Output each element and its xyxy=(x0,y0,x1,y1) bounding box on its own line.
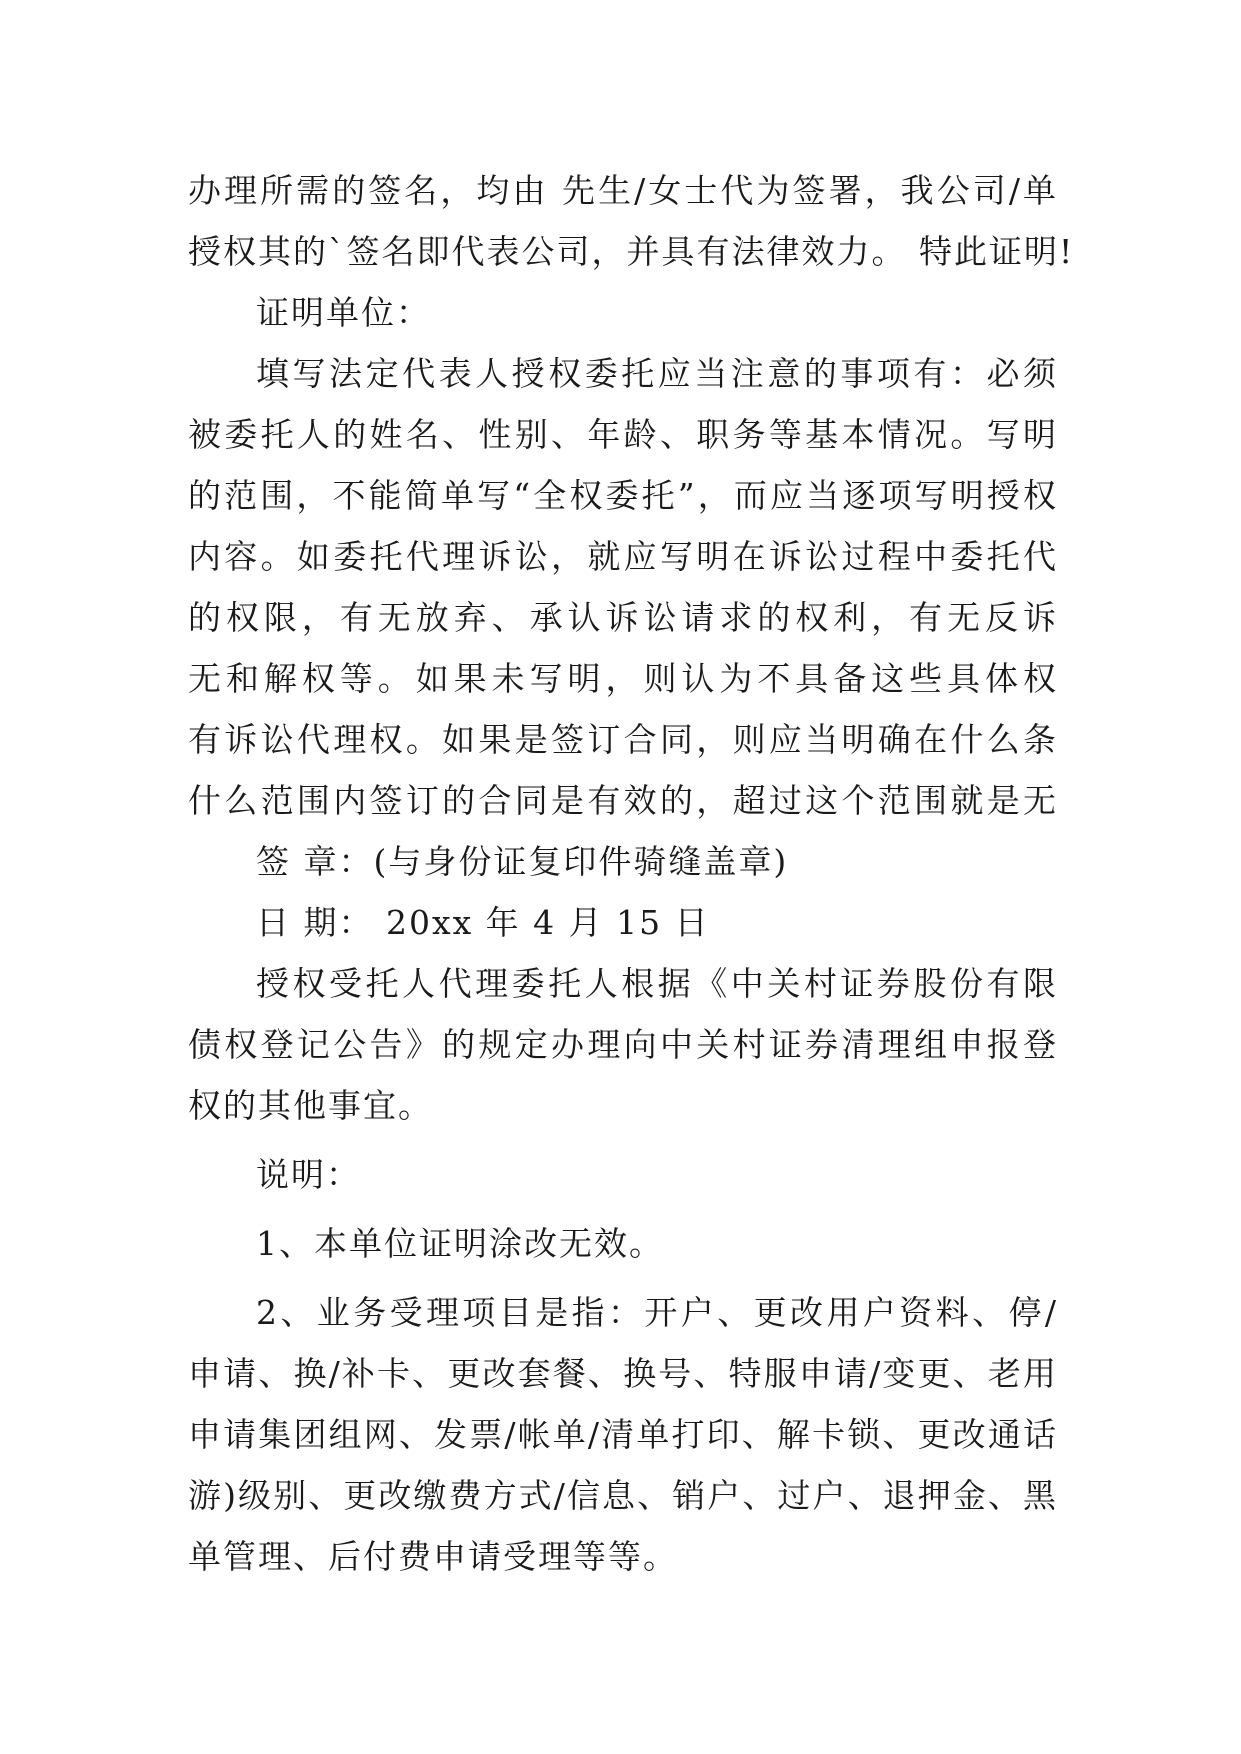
text-line: 证明单位： xyxy=(256,293,431,332)
paragraph-spacer xyxy=(188,1205,1058,1213)
text-line: 2、业务受理项目是指：开户、更改用户资料、停/ xyxy=(256,1293,1058,1332)
text-line: 有诉讼代理权。如果是签订合同，则应当明确在什么条 xyxy=(188,720,1058,759)
text-line: 无和解权等。如果未写明，则认为不具备这些具体权 xyxy=(188,659,1058,698)
paragraph-notes-heading xyxy=(188,1144,1058,1205)
text-line: 填写法定代表人授权委托应当注意的事项有：必须 xyxy=(256,354,1058,393)
paragraph-signature-authorization xyxy=(188,160,1075,282)
text-line: 日 期： 20xx 年 4 月 15 日 xyxy=(256,903,710,942)
text-line: 签 章：(与身份证复印件骑缝盖章) xyxy=(256,842,789,881)
text-line: 内容。如委托代理诉讼，就应写明在诉讼过程中委托代 xyxy=(188,537,1058,576)
text-line: 权的其他事宜。 xyxy=(188,1086,433,1125)
text-line: 游)级别、更改缴费方式/信息、销户、过户、退押金、黑 xyxy=(188,1476,1058,1515)
text-line: 授权其的`签名即代表公司，并具有法律效力。 特此证明! xyxy=(188,232,1075,271)
paragraph-date xyxy=(188,892,1058,953)
text-line: 办理所需的签名，均由 先生/女士代为签署，我公司/单 xyxy=(188,171,1058,210)
paragraph-spacer xyxy=(188,1136,1058,1144)
text-line: 的范围，不能简单写“全权委托”，而应当逐项写明授权 xyxy=(188,476,1058,515)
text-line: 授权受托人代理委托人根据《中关村证券股份有限 xyxy=(256,964,1058,1003)
document-body xyxy=(188,160,1075,1587)
paragraph-agent-scope xyxy=(188,953,1058,1136)
text-line: 申请、换/补卡、更改套餐、换号、特服申请/变更、老用 xyxy=(188,1354,1058,1393)
paragraph-filling-notes xyxy=(188,343,1058,831)
paragraph-spacer xyxy=(188,1274,1058,1282)
text-line: 说明： xyxy=(256,1155,361,1194)
text-line: 的权限，有无放弃、承认诉讼请求的权利，有无反诉 xyxy=(188,598,1058,637)
paragraph-note-1 xyxy=(188,1213,1058,1274)
text-line: 1、本单位证明涂改无效。 xyxy=(256,1224,664,1263)
text-line: 被委托人的姓名、性别、年龄、职务等基本情况。写明 xyxy=(188,415,1058,454)
paragraph-certifying-unit xyxy=(188,282,1058,343)
paragraph-seal xyxy=(188,831,1058,892)
text-line: 债权登记公告》的规定办理向中关村证券清理组申报登 xyxy=(188,1025,1058,1064)
text-line: 单管理、后付费申请受理等等。 xyxy=(188,1537,678,1576)
paragraph-note-2 xyxy=(188,1282,1058,1587)
text-line: 什么范围内签订的合同是有效的，超过这个范围就是无 xyxy=(188,781,1058,820)
text-line: 申请集团组网、发票/帐单/清单打印、解卡锁、更改通话 xyxy=(188,1415,1058,1454)
